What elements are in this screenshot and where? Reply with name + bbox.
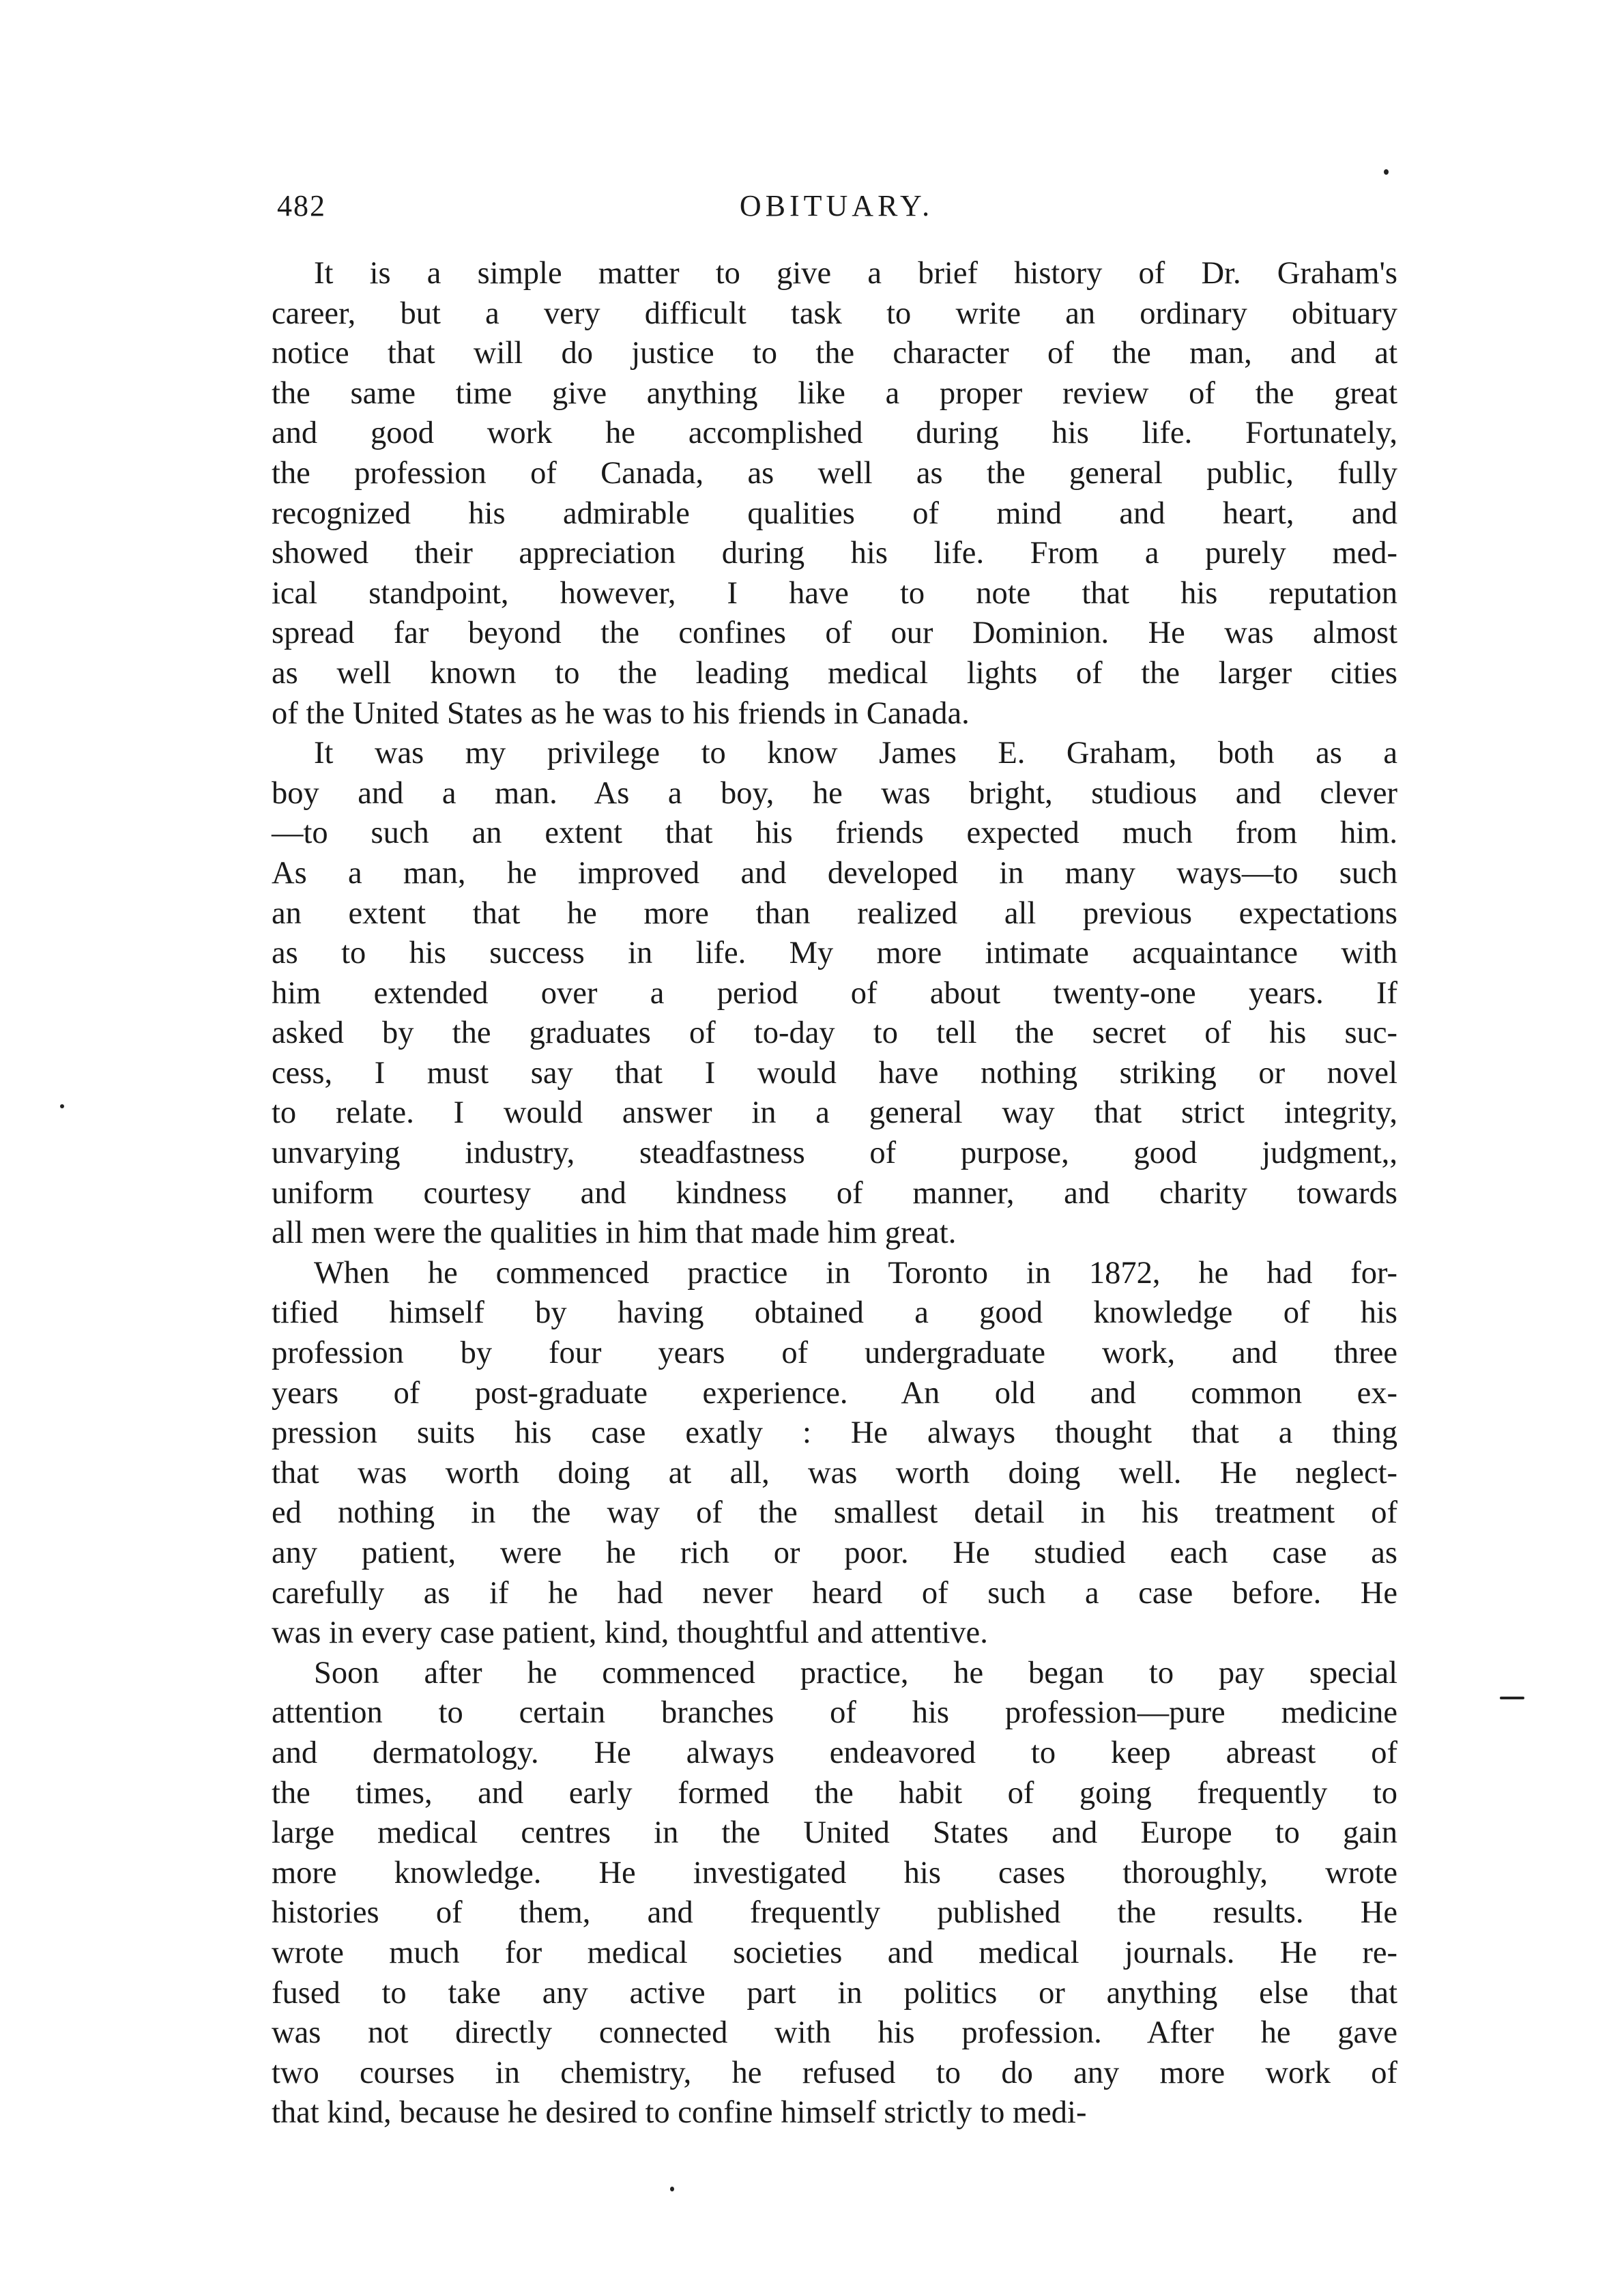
- text-line: the times, and early formed the habit of going frequently to: [272, 1775, 1397, 1811]
- text-line: histories of them, and frequently published the results. He: [272, 1895, 1397, 1931]
- text-line: of the United States as he was to his friends in Canada.: [272, 695, 970, 731]
- paragraph-1: [272, 254, 1397, 734]
- text-line: was not directly connected with his profession. After he gave: [272, 2015, 1397, 2051]
- text-line: fused to take any active part in politics or anything else that: [272, 1975, 1397, 2011]
- text-line: the same time give anything like a proper review of the great: [272, 375, 1397, 411]
- text-line: asked by the graduates of to-day to tell the secret of his suc-: [272, 1016, 1397, 1051]
- text-line: profession by four years of undergraduate work, and three: [272, 1336, 1397, 1371]
- text-line: and dermatology. He always endeavored to keep abreast of: [272, 1735, 1397, 1770]
- text-line: to relate. I would answer in a general way that strict integrity,: [272, 1095, 1397, 1131]
- text-line: an extent that he more than realized all previous expectations: [272, 895, 1397, 931]
- paragraph-4: [272, 1654, 1397, 2133]
- text-line: Soon after he commenced practice, he began to pay special: [314, 1655, 1397, 1690]
- text-line: uniform courtesy and kindness of manner, and charity towards: [272, 1175, 1397, 1211]
- text-line: was in every case patient, kind, thoughtful and attentive.: [272, 1615, 988, 1651]
- text-line: notice that will do justice to the character of the man, and at: [272, 336, 1397, 371]
- text-line: him extended over a period of about twenty-one years. If: [272, 975, 1397, 1011]
- section-title: OBITUARY.: [739, 189, 934, 222]
- text-line: When he commenced practice in Toronto in 1872, he had for-: [314, 1255, 1397, 1291]
- text-line: and good work he accomplished during his life. Fortunately,: [272, 416, 1397, 451]
- text-line: all men were the qualities in him that made him great.: [272, 1215, 957, 1251]
- print-speck: [1384, 169, 1389, 175]
- text-line: wrote much for medical societies and medical journals. He re-: [272, 1935, 1397, 1970]
- text-line: attention to certain branches of his profession—pure medicine: [272, 1695, 1397, 1731]
- text-line: cess, I must say that I would have nothing striking or novel: [272, 1055, 1397, 1091]
- obituary-text: [272, 254, 1397, 2133]
- text-line: As a man, he improved and developed in many ways—to such: [272, 855, 1397, 891]
- text-line: career, but a very difficult task to write an ordinary obituary: [272, 296, 1397, 331]
- text-line: pression suits his case exatly : He always thought that a thing: [272, 1415, 1397, 1451]
- text-line: showed their appreciation during his life. From a purely med-: [272, 536, 1397, 571]
- paragraph-3: [272, 1254, 1397, 1654]
- text-line: the profession of Canada, as well as the general public, fully: [272, 455, 1397, 491]
- print-speck: [1500, 1697, 1524, 1699]
- text-line: —to such an extent that his friends expected much from him.: [272, 816, 1397, 851]
- text-line: as to his success in life. My more intimate acquaintance with: [272, 936, 1397, 971]
- text-line: boy and a man. As a boy, he was bright, studious and clever: [272, 775, 1397, 811]
- text-line: It was my privilege to know James E. Graham, both as a: [314, 736, 1397, 771]
- text-line: ical standpoint, however, I have to note that his reputation: [272, 575, 1397, 611]
- text-line: as well known to the leading medical lights of the larger cities: [272, 655, 1397, 691]
- text-line: any patient, were he rich or poor. He studied each case as: [272, 1536, 1397, 1570]
- text-line: more knowledge. He investigated his cases thoroughly, wrote: [272, 1855, 1397, 1890]
- text-line: ed nothing in the way of the smallest detail in his treatment of: [272, 1495, 1397, 1531]
- running-head: [277, 188, 1396, 236]
- page-number: 482: [277, 189, 326, 222]
- text-line: large medical centres in the United States and Europe to gain: [272, 1815, 1397, 1851]
- text-line: years of post-graduate experience. An old and common ex-: [272, 1375, 1397, 1411]
- text-line: that kind, because he desired to confine himself strictly to medi-: [272, 2095, 1087, 2131]
- text-line: two courses in chemistry, he refused to do any more work of: [272, 2055, 1397, 2090]
- text-line: unvarying industry, steadfastness of purpose, good judgment,,: [272, 1136, 1397, 1171]
- print-speck: [670, 2187, 674, 2191]
- paragraph-2: [272, 734, 1397, 1254]
- text-line: tified himself by having obtained a good knowledge of his: [272, 1295, 1397, 1331]
- text-line: recognized his admirable qualities of mind and heart, and: [272, 495, 1397, 531]
- text-line: that was worth doing at all, was worth doing well. He neglect-: [272, 1455, 1397, 1491]
- print-speck: [60, 1104, 64, 1108]
- text-line: It is a simple matter to give a brief history of Dr. Graham's: [314, 256, 1397, 291]
- text-line: carefully as if he had never heard of such a case before. He: [272, 1575, 1397, 1611]
- text-line: spread far beyond the confines of our Dominion. He was almost: [272, 616, 1397, 651]
